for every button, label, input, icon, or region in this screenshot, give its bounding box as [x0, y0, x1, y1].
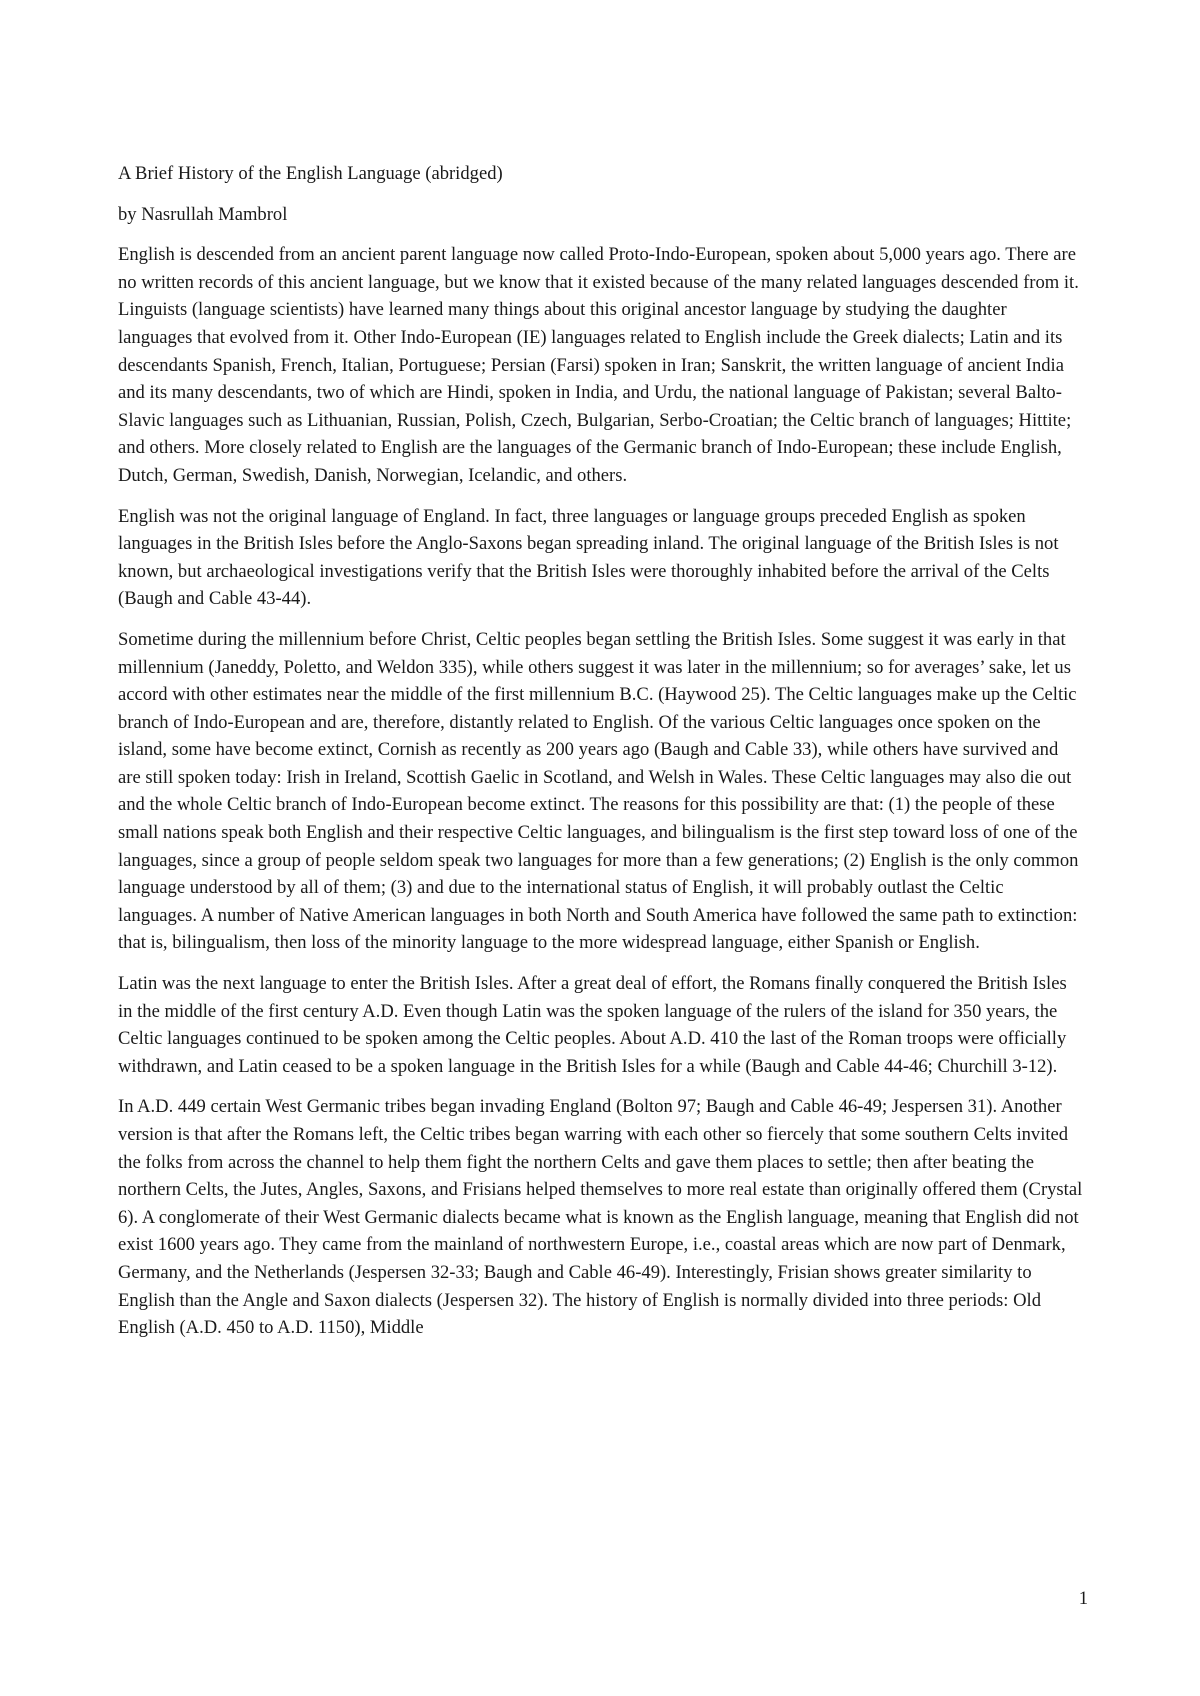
document-title: A Brief History of the English Language (abridged): [118, 163, 503, 184]
page-number: 1: [1078, 1588, 1088, 1609]
paragraph: English was not the original language of England. In fact, three languages or language groups preceded English as spoken languages in the British Isles before the Anglo-Saxons began spreading inland. The original language of the British Isles is not known, but archaeological investigations verify that the British Isles were thoroughly inhabited before the arrival of the Celts (Baugh and Cable 43-44).: [118, 505, 1059, 610]
paragraph: Latin was the next language to enter the British Isles. After a great deal of effort, the Romans finally conquered the British Isles in the middle of the first century A.D. Even though Latin was the spoken language of the rulers of the island for 350 years, the Celtic languages continued to be spoken among the Celtic peoples. About A.D. 410 the last of the Roman troops were officially withdrawn, and Latin ceased to be a spoken language in the British Isles for a while (Baugh and Cable 44-46; Churchill 3-12).: [118, 973, 1067, 1077]
paragraph: Sometime during the millennium before Christ, Celtic peoples began settling the British Isles. Some suggest it was early in that millennium (Janeddy, Poletto, and Weldon 335), while others suggest it was later in the millennium; so for averages’ sake, let us accord with other estimates near the middle of the first millennium B.C. (Haywood 25). The Celtic languages make up the Celtic branch of Indo-European and are, therefore, distantly related to English. Of the various Celtic languages once spoken on the island, some have become extinct, Cornish as recently as 200 years ago (Baugh and Cable 33), while others have survived and are still spoken today: Irish in Ireland, Scottish Gaelic in Scotland, and Welsh in Wales. These Celtic languages may also die out and the whole Celtic branch of Indo-European become extinct. The reasons for this possibility are that: (1) the people of these small nations speak both English and their respective Celtic languages, and bilingualism is the first step toward loss of one of the languages, since a group of people seldom speak two languages for more than a few generations; (2) English is the only common language understood by all of them; (3) and due to the international status of English, it will probably outlast the Celtic languages. A number of Native American languages in both North and South America have followed the same path to extinction: that is, bilingualism, then loss of the minority language to the more widespread language, either Spanish or English.: [118, 628, 1079, 954]
document-byline: by Nasrullah Mambrol: [118, 203, 288, 225]
document-body: [118, 160, 1084, 1355]
paragraph: In A.D. 449 certain West Germanic tribes began invading England (Bolton 97; Baugh and Cable 46-49; Jespersen 31). Another version is that after the Romans left, the Celtic tribes began warring with each other so fiercely that some southern Celts invited the folks from across the channel to help them fight the northern Celts and gave them places to settle; then after beating the northern Celts, the Jutes, Angles, Saxons, and Frisians helped themselves to more real estate than originally offered them (Crystal 6). A conglomerate of their West Germanic dialects became what is known as the English language, meaning that English did not exist 1600 years ago. They came from the mainland of northwestern Europe, i.e., coastal areas which are now part of Denmark, Germany, and the Netherlands (Jespersen 32-33; Baugh and Cable 46-49). Interestingly, Frisian shows greater similarity to English than the Angle and Saxon dialects (Jespersen 32). The history of English is normally divided into three periods: Old English (A.D. 450 to A.D. 1150), Middle: [118, 1096, 1083, 1339]
paragraph: English is descended from an ancient parent language now called Proto-Indo-European, spoken about 5,000 years ago. There are no written records of this ancient language, but we know that it existed because of the many related languages descended from it. Linguists (language scientists) have learned many things about this original ancestor language by studying the daughter languages that evolved from it. Other Indo-European (IE) languages related to English include the Greek dialects; Latin and its descendants Spanish, French, Italian, Portuguese; Persian (Farsi) spoken in Iran; Sanskrit, the written language of ancient India and its many descendants, two of which are Hindi, spoken in India, and Urdu, the national language of Pakistan; several Balto-Slavic languages such as Lithuanian, Russian, Polish, Czech, Bulgarian, Serbo-Croatian; the Celtic branch of languages; Hittite; and others. More closely related to English are the languages of the Germanic branch of Indo-European; these include English, Dutch, German, Swedish, Danish, Norwegian, Icelandic, and others.: [118, 244, 1079, 486]
